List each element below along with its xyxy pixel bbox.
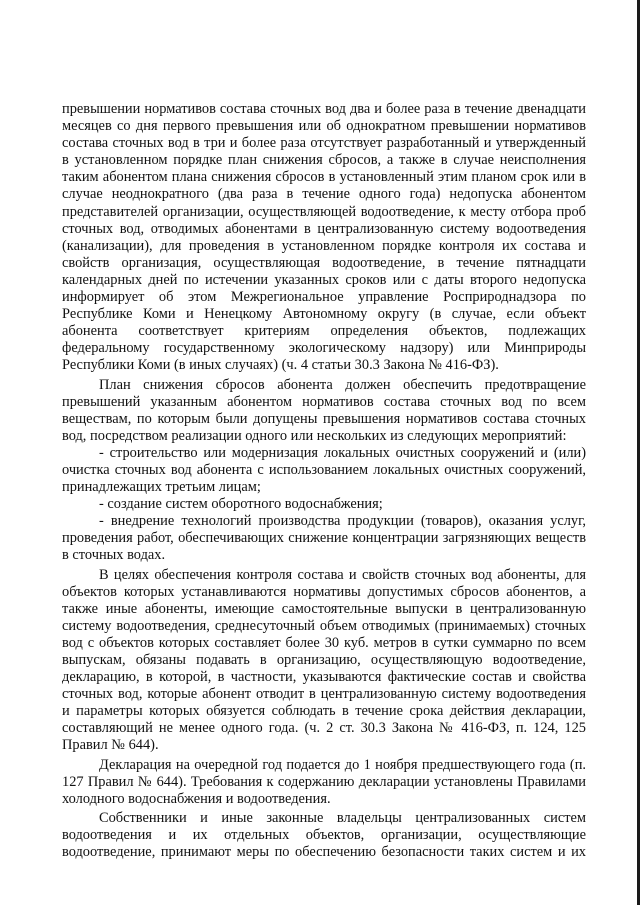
- text-line: (канализации), для проведения в установленном порядке контроля их состава и: [62, 237, 586, 254]
- text-line: веществам, по которым были допущены превышения нормативов состава сточных: [62, 410, 586, 427]
- list-item-line: в сточных водах.: [62, 547, 166, 564]
- list-item-line: очистка сточных вод абонента с использованием локальных очистных сооружений,: [62, 461, 586, 478]
- text-line: выпускам, обязаны подавать в организацию, осуществляющую водоотведение,: [62, 652, 586, 668]
- text-line: федеральному государственному экологическому надзору) или Минприроды: [62, 340, 586, 357]
- document-body: [62, 101, 586, 861]
- text-line: представителей организации, осуществляющей водоотведение, к месту отбора проб: [62, 203, 586, 220]
- text-line: Правил № 644).: [62, 737, 159, 754]
- text-line: превышении нормативов состава сточных вод два и более раза в течение двенадцати: [62, 101, 586, 117]
- text-line: абонента соответствует критериям определения объектов, подлежащих: [62, 323, 586, 340]
- text-line: и параметры которых обязуется соблюдать в течение срока действия декларации,: [62, 703, 586, 720]
- text-line: холодного водоснабжения и водоотведения.: [62, 790, 331, 807]
- text-line: В целях обеспечения контроля состава и свойств сточных вод абоненты, для: [99, 566, 586, 583]
- text-line: в установленном порядке план снижения сбросов, а также в случае неисполнения: [62, 152, 586, 169]
- text-line: систему водоотведения, среднесуточный объем отводимых (принимаемых) сточных: [62, 617, 586, 634]
- text-line: месяцев со дня первого превышения или об однократном превышении нормативов: [62, 118, 586, 135]
- text-line: План снижения сбросов абонента должен обеспечить предотвращение: [99, 376, 586, 393]
- text-line: сточных вод, отводимых абонентами в централизованную систему водоотведения: [62, 220, 586, 237]
- text-line: таким абонентом плана снижения сбросов в установленный этим планом срок или в: [62, 169, 586, 186]
- text-line: объектов которых устанавливаются нормативы допустимых сбросов абонентов, а: [62, 583, 586, 600]
- list-item-line: - внедрение технологий производства продукции (товаров), оказания услуг,: [99, 513, 586, 530]
- text-line: календарных дней по истечении указанных сроков или с даты второго недопуска: [62, 271, 586, 288]
- list-item-line: проведения работ, обеспечивающих снижение концентрации загрязняющих веществ: [62, 530, 586, 547]
- text-line: информирует об этом Межрегиональное управление Росприроднадзора по: [62, 289, 586, 306]
- text-line: вод с объектов которых составляет более 30 куб. метров в сутки суммарно по всем: [62, 634, 586, 651]
- list-item-line: - строительство или модернизация локальных очистных сооружений и (или): [99, 444, 586, 461]
- text-line: превышений указанным абонентом нормативов состава сточных вод по всем: [62, 393, 586, 410]
- text-line: водоотведение, принимают меры по обеспечению безопасности таких систем и их: [62, 844, 586, 861]
- text-line: Республике Коми и Ненецкому Автономному округу (в случае, если объект: [62, 306, 586, 323]
- text-line: водоотведения и их отдельных объектов, организации, осуществляющие: [62, 826, 586, 843]
- text-line: Декларация на очередной год подается до 1 ноября предшествующего года (п.: [99, 756, 586, 773]
- text-line: состава сточных вод в три и более раза отсутствует разработанный и утвержденный: [62, 135, 586, 152]
- text-line: 127 Правил № 644). Требования к содержанию декларации установлены Правилами: [62, 773, 586, 790]
- text-line: свойств организация, осуществляющая водоотведение, в течение пятнадцати: [62, 254, 586, 271]
- text-line: случае неоднократного (два раза в течение одного года) недопуска абонентом: [62, 186, 586, 203]
- text-line: сточных вод, которые абонент отводит в централизованную систему водоотведения: [62, 686, 586, 703]
- text-line: Собственники и иные законные владельцы централизованных систем: [99, 809, 586, 826]
- text-line: декларацию, в которой, в частности, указываются фактические состав и свойства: [62, 669, 586, 686]
- list-item-line: - создание систем оборотного водоснабжения;: [99, 496, 383, 513]
- text-line: вод, посредством реализации одного или нескольких из следующих мероприятий:: [62, 427, 567, 444]
- list-item-line: принадлежащих третьим лицам;: [62, 479, 261, 496]
- text-line: также иные абоненты, имеющие самостоятельные выпуски в централизованную: [62, 600, 586, 617]
- text-line: Республики Коми (в иных случаях) (ч. 4 статьи 30.3 Закона № 416-ФЗ).: [62, 357, 499, 374]
- text-line: составляющий не менее одного года. (ч. 2 ст. 30.3 Закона № 416-ФЗ, п. 124, 125: [62, 720, 586, 737]
